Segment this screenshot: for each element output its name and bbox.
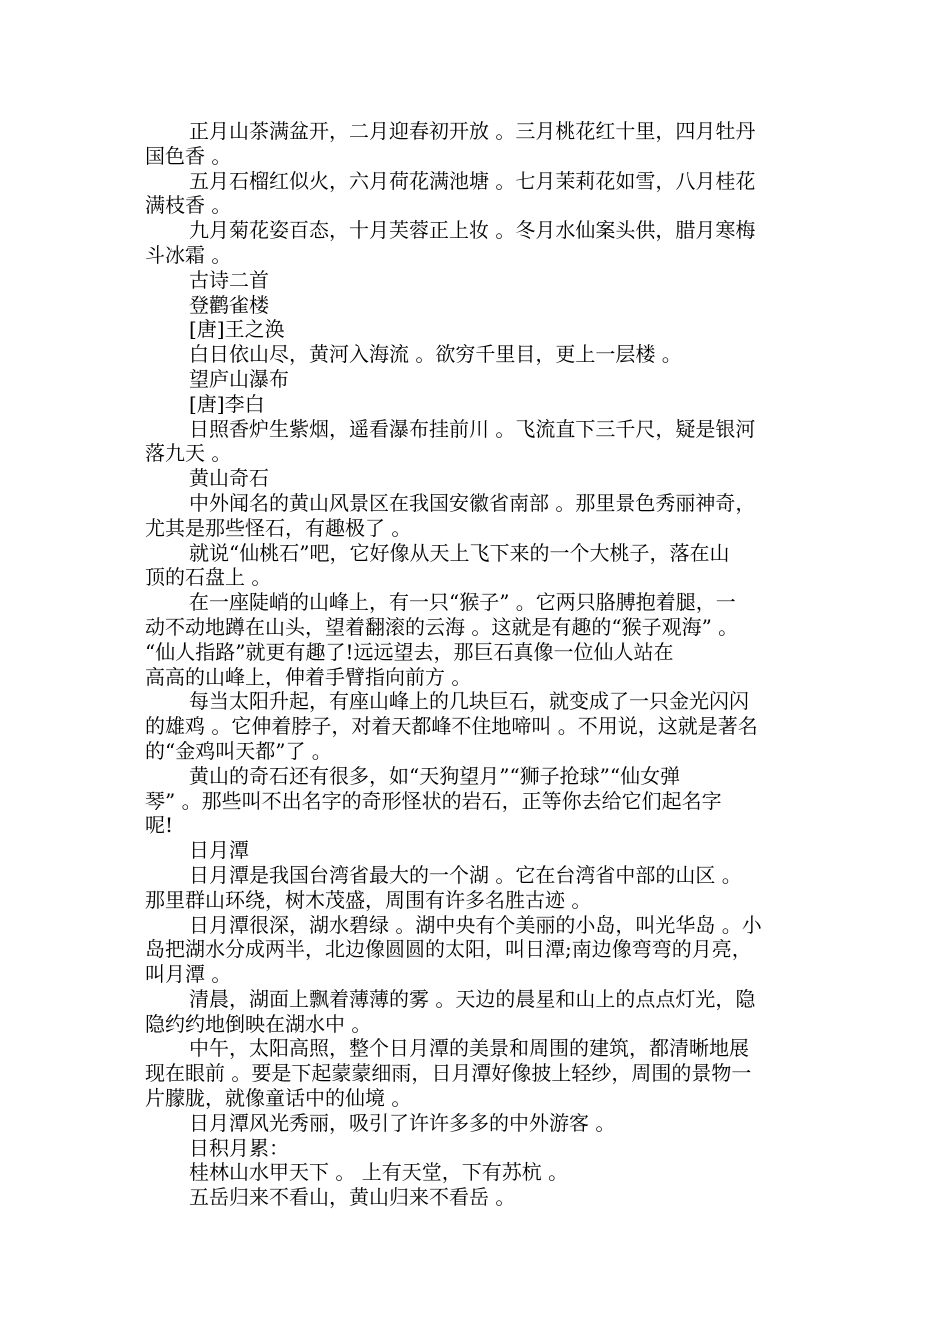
text-line: 满枝香 。 (145, 193, 232, 218)
text-line: [唐]李白 (189, 391, 265, 416)
paragraph (145, 590, 811, 689)
text-line: 五岳归来不看山，黄山归来不看岳 。 (189, 1185, 516, 1210)
text-line: 正月山茶满盆开，二月迎春初开放 。三月桃花红十里，四月牡丹 (189, 119, 756, 143)
text-line: 现在眼前 。要是下起蒙蒙细雨，日月潭好像披上轻纱，周围的景物一 (145, 1061, 752, 1086)
text-line: 斗冰霜 。 (145, 242, 232, 267)
paragraph (145, 119, 811, 169)
text-line: “仙人指路”就更有趣了!远远望去，那巨石真像一位仙人站在 (145, 639, 674, 664)
text-line: 隐约约地倒映在湖水中 。 (145, 1011, 372, 1036)
text-line: 的雄鸡 。它伸着脖子，对着天都峰不住地啼叫 。不用说，这就是著名 (145, 714, 758, 739)
text-line: 高高的山峰上，伸着手臂指向前方 。 (145, 664, 472, 689)
paragraph (145, 1160, 811, 1185)
text-line: 日照香炉生紫烟，遥看瀑布挂前川 。飞流直下三千尺，疑是银河 (189, 416, 756, 441)
text-line: 顶的石盘上 。 (145, 565, 272, 590)
text-line: 古诗二首 (189, 267, 269, 292)
paragraph (145, 293, 811, 318)
paragraph (145, 913, 811, 987)
paragraph (145, 342, 811, 367)
text-line: 片朦胧，就像童话中的仙境 。 (145, 1086, 412, 1111)
text-line: 清晨，湖面上飘着薄薄的雾 。天边的晨星和山上的点点灯光，隐 (189, 986, 756, 1011)
text-line: 黄山奇石 (189, 466, 269, 491)
paragraph (145, 268, 811, 293)
paragraph (145, 764, 811, 838)
text-line: 岛把湖水分成两半，北边像圆圆的太阳，叫日潭;南边像弯弯的月亮， (145, 937, 752, 962)
text-line: 五月石榴红似火，六月荷花满池塘 。七月茉莉花如雪，八月桂花 (189, 168, 756, 193)
text-line: 白日依山尽，黄河入海流 。欲穷千里目，更上一层楼 。 (189, 342, 682, 367)
paragraph (145, 689, 811, 763)
text-line: 日月潭是我国台湾省最大的一个湖 。它在台湾省中部的山区 。 (189, 862, 742, 887)
paragraph (145, 541, 811, 591)
text-line: 黄山的奇石还有很多，如“天狗望月”“狮子抢球”“仙女弹 (189, 763, 681, 788)
text-line: 日月潭 (189, 838, 249, 863)
text-line: 国色香 。 (145, 143, 232, 168)
paragraph (145, 466, 811, 491)
text-line: 呢! (145, 813, 174, 838)
paragraph (145, 367, 811, 392)
text-line: [唐]王之涣 (189, 317, 285, 342)
text-line: 琴” 。那些叫不出名字的奇形怪状的岩石，正等你去给它们起名字 (145, 788, 722, 813)
paragraph (145, 987, 811, 1037)
text-line: 日月潭风光秀丽，吸引了许许多多的中外游客 。 (189, 1110, 616, 1135)
paragraph (145, 1111, 811, 1136)
text-line: 那里群山环绕，树木茂盛，周围有许多名胜古迹 。 (145, 887, 592, 912)
text-line: 桂林山水甲天下 。 上有天堂，下有苏杭 。 (189, 1160, 569, 1185)
text-line: 日月潭很深，湖水碧绿 。湖中央有个美丽的小岛，叫光华岛 。小 (189, 912, 762, 937)
paragraph (145, 417, 811, 467)
document-body (145, 119, 811, 1210)
paragraph (145, 218, 811, 268)
text-line: 叫月潭 。 (145, 962, 232, 987)
paragraph (145, 392, 811, 417)
paragraph (145, 491, 811, 541)
paragraph (145, 863, 811, 913)
text-line: 登鹳雀楼 (189, 292, 269, 317)
paragraph (145, 1136, 811, 1161)
text-line: 动不动地蹲在山头，望着翻滚的云海 。这就是有趣的“猴子观海” 。 (145, 614, 739, 639)
paragraph (145, 1185, 811, 1210)
text-line: 九月菊花姿百态，十月芙蓉正上妆 。冬月水仙案头供，腊月寒梅 (189, 218, 756, 243)
text-line: 的“金鸡叫天都”了 。 (145, 738, 332, 763)
text-line: 中午，太阳高照，整个日月潭的美景和周围的建筑，都清晰地展 (189, 1036, 749, 1061)
text-line: 日积月累： (189, 1135, 289, 1160)
text-line: 落九天 。 (145, 441, 232, 466)
paragraph (145, 169, 811, 219)
text-line: 就说“仙桃石”吧，它好像从天上飞下来的一个大桃子，落在山 (189, 540, 730, 565)
paragraph (145, 838, 811, 863)
paragraph (145, 1036, 811, 1110)
text-line: 每当太阳升起，有座山峰上的几块巨石，就变成了一只金光闪闪 (189, 689, 749, 714)
text-line: 尤其是那些怪石，有趣极了 。 (145, 515, 412, 540)
text-line: 中外闻名的黄山风景区在我国安徽省南部 。那里景色秀丽神奇， (189, 490, 756, 515)
text-line: 望庐山瀑布 (189, 366, 289, 391)
paragraph (145, 317, 811, 342)
text-line: 在一座陡峭的山峰上，有一只“猴子” 。它两只胳膊抱着腿，一 (189, 590, 736, 615)
